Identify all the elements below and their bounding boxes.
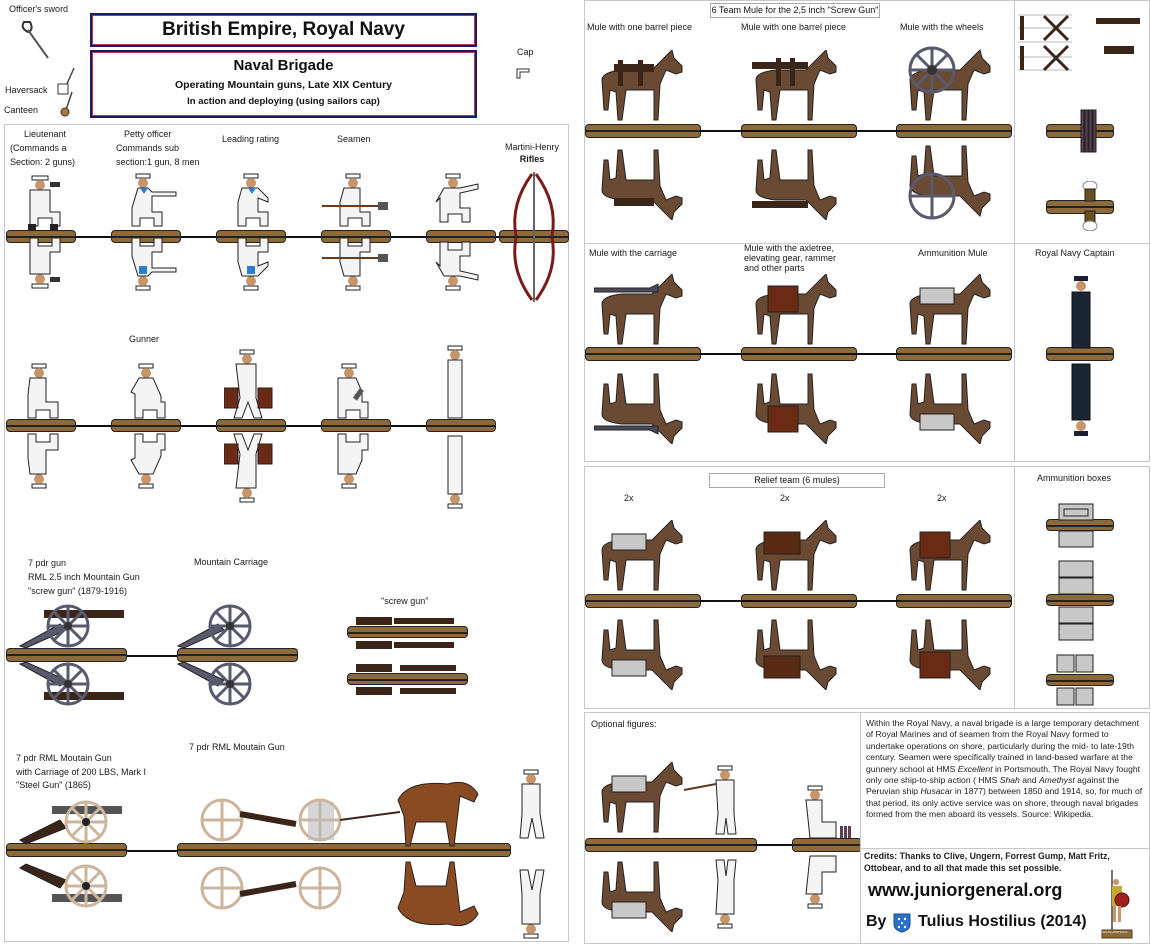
lieutenant-label: Lieutenant (Commands a Section: 2 guns) [10, 129, 76, 167]
leading-rating-label: Leading rating [222, 134, 280, 144]
canteen-label: Canteen [4, 105, 39, 115]
rifles-label: Martini-Henry Rifles [505, 142, 560, 164]
relief-mule-figure [594, 520, 686, 690]
optional-label: Optional figures: [591, 719, 657, 729]
screw-gun-figure [16, 600, 128, 710]
mule-barrel-figure [748, 50, 840, 220]
sword-icon [18, 18, 52, 62]
cap-label: Cap [517, 47, 534, 57]
parts-base [1046, 200, 1114, 214]
mule-axletree-figure [748, 274, 840, 444]
gunner-figure [125, 362, 175, 490]
logo-badge-text: TULIUS HOSTILIUS [1100, 930, 1128, 934]
subtitle-line2: In action and deploying (using sailors cap) [187, 96, 380, 107]
screw-gun-parts-figure [350, 615, 470, 697]
subtitle-box [90, 50, 477, 118]
gunner-shell-figure [328, 362, 378, 490]
mule-label: Mule with the carriage [589, 248, 678, 258]
relief-mule-figure [902, 520, 994, 690]
subtitle-line1: Operating Mountain guns, Late XIX Century [174, 79, 392, 91]
ammunition-mule-figure [902, 274, 994, 444]
ammo-crate-icon [1056, 654, 1096, 706]
optional-mule-sailor-figure [594, 762, 754, 932]
ammo-boxes-label: Ammunition boxes [1037, 473, 1112, 483]
count-label: 2x [780, 493, 790, 503]
website-link[interactable]: www.juniorgeneral.org [868, 880, 1063, 900]
ammo-box-icon [1058, 503, 1094, 548]
count-label: 2x [624, 493, 634, 503]
relief-header: Relief team (6 mules) [709, 473, 885, 488]
seamen-label: Seamen [337, 134, 371, 144]
cap-icon [516, 67, 530, 79]
by-label: By [866, 913, 887, 930]
handler-sailor-figure [512, 768, 552, 940]
credits-text: Credits: Thanks to Clive, Ungern, Forrest Gump, Matt Fritz, Ottobear, and to all that made this set possible. [864, 851, 1110, 873]
mule-carriage-figure [594, 274, 686, 444]
seaman-rammer-figure [322, 172, 392, 292]
screw-gun-parts-label: "screw gun" [381, 596, 429, 606]
base-link [755, 844, 795, 846]
mule-barrel-figure [594, 50, 686, 220]
seaman-standing-figure [440, 344, 470, 510]
mule-team-header: 6 Team Mule for the 2,5 inch "Screw Gun" [710, 3, 880, 18]
haversack-label: Haversack [5, 85, 48, 95]
rifles-stack-figure [506, 170, 562, 304]
captain-figure [1068, 276, 1094, 436]
mule-label: Mule with the axletree, elevating gear, rammer and other parts [744, 243, 837, 273]
base-link [120, 850, 185, 852]
mule-label: Mule with one barrel piece [741, 22, 847, 32]
shield-icon [893, 913, 911, 933]
mountain-carriage-figure [170, 600, 282, 710]
ammo-rounds-icon [1080, 108, 1098, 154]
mountain-carriage-label: Mountain Carriage [194, 557, 269, 567]
count-label: 2x [937, 493, 947, 503]
ammo-carrier-figure [224, 348, 278, 504]
relief-mule-figure [748, 520, 840, 690]
steel-gun-label: 7 pdr RML Moutain Gun with Carriage of 200 LBS, Mark I "Steel Gun" (1865) [16, 753, 147, 790]
officers-sword-label: Officer's sword [9, 4, 69, 14]
title-box [90, 13, 477, 47]
mule-label: Ammunition Mule [918, 248, 988, 258]
mule-label: Mule with one barrel piece [587, 22, 693, 32]
leading-rating-figure [230, 172, 280, 292]
towed-gun-figure [180, 770, 500, 938]
author-name: Tulius Hostilius (2014) [918, 913, 1087, 930]
optional-kneeling-sailor-figure [798, 784, 858, 910]
lieutenant-figure [20, 172, 70, 292]
canteen-icon [58, 90, 76, 118]
page-title: British Empire, Royal Navy [162, 19, 405, 40]
captain-label: Royal Navy Captain [1035, 248, 1115, 258]
steel-gun-figure [16, 796, 126, 912]
screw-gun-label: 7 pdr gun RML 2.5 inch Mountain Gun "screw gun" (1879-1916) [28, 558, 140, 596]
gunner-label: Gunner [129, 334, 160, 344]
petty-officer-figure [122, 172, 182, 292]
equipment-parts-icon [1018, 12, 1142, 72]
subtitle: Naval Brigade [233, 57, 334, 74]
petty-officer-label: Petty officer Commands sub section:1 gun, 8 men [116, 129, 200, 167]
towed-gun-label: 7 pdr RML Moutain Gun [189, 742, 285, 752]
seaman-figure [432, 172, 492, 292]
gunner-kneeling-figure [20, 362, 70, 490]
bucket-icon [1082, 181, 1098, 231]
ammo-box-stack-icon [1058, 560, 1094, 642]
mule-label: Mule with the wheels [900, 22, 984, 32]
description-text: Within the Royal Navy, a naval brigade is a large temporary detachment of Royal Marines and of seamen from the Royal Navy formed to undertake operations on shore, particularly during the mid- to late-19th century. Seamen were specifically trained in land-based warfare at the gunnery school at HMS Excellent in Portsmouth. The Royal Navy fought only one ship-to-ship action ( HMS Shah and Amethyst against the Peruvian ship Husacar in 1877) between 1850 and 1914, so, for much of that period, its only active service was on shore, through naval brigades formed from the men aboard its vessels. Source: Wikipedia. [866, 718, 1143, 820]
mule-wheels-figure [902, 40, 994, 226]
